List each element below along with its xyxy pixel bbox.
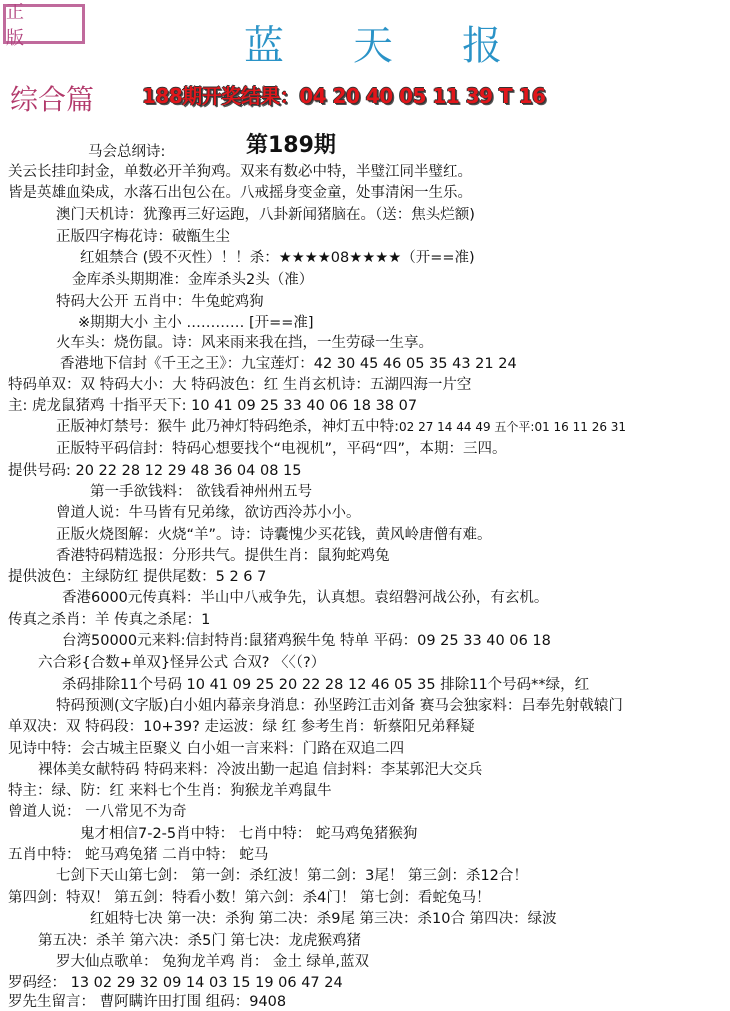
content-line: [56, 504, 361, 522]
content-line: [62, 589, 548, 607]
content-line: [80, 249, 475, 267]
content-line-text: 见诗中特：会古城主臣聚义 白小姐一言来料：门路在双追二四: [8, 741, 405, 757]
content-line-text: 第五决：杀羊 第六决：杀5门 第七决：龙虎猴鸡猪: [38, 933, 361, 949]
content-line: [38, 932, 361, 950]
masthead-title: [244, 14, 504, 70]
content-line: [78, 314, 314, 332]
masthead-char-3: 报: [462, 23, 504, 69]
content-line: [56, 867, 528, 885]
content-line: [60, 355, 517, 373]
content-line-text: 金库杀头期期准：金库杀头2头（准）: [72, 272, 314, 288]
content-line-text: 火车头：烧伤鼠。诗：风来雨来我在挡，一生劳碌一生享。: [56, 335, 433, 351]
content-line-text: 杀码排除11个号码 10 41 09 25 20 22 28 12 46 05 35 排除11个号码**绿，红: [62, 677, 590, 693]
content-line: [8, 163, 472, 181]
content-line-text: 提供波色：主绿防红 提供尾数：5 2 6 7: [8, 569, 267, 585]
content-line: [90, 910, 557, 928]
content-line: [8, 718, 475, 736]
content-line-text: 特码大公开 五肖中：牛兔蛇鸡狗: [56, 294, 264, 310]
content-line-text: 罗先生留言： 曹阿瞒许田打围 组码：9408: [8, 994, 287, 1010]
content-line: [56, 440, 507, 458]
genuine-badge: 正 版: [3, 4, 85, 44]
content-line: [8, 568, 266, 586]
content-line: [8, 462, 301, 480]
content-line-text: 第一手欲钱料： 欲钱看神州州五号: [90, 484, 313, 500]
content-line: [8, 846, 268, 864]
content-line-text: 曾道人说： 一八常见不为奇: [8, 804, 187, 820]
content-line-text: 正版特平码信封：特码心想要找个“电视机”，平码“四”，本期：三四。: [56, 441, 507, 457]
content-line: [8, 397, 417, 415]
content-line: [56, 953, 369, 971]
section-title: 综合篇: [10, 83, 95, 116]
content-line-text: 关云长挂印封金，单数必开羊狗鸡。双来有数必中特，半璧江同半璧红。: [8, 164, 472, 180]
content-line-text: 正版四字梅花诗：破甑生尘: [56, 229, 230, 245]
content-line: [38, 761, 482, 779]
content-line: [56, 206, 475, 224]
content-line: [8, 376, 471, 394]
content-line: [8, 184, 472, 202]
content-line-text: 特主：绿、防：红 来料七个生肖：狗猴龙羊鸡鼠牛: [8, 783, 332, 799]
issue-number: 第189期: [246, 133, 336, 158]
content-line: [56, 228, 230, 246]
content-line-text: ※期期大小 主小 ………… [开==准]: [78, 315, 314, 331]
content-line: [56, 334, 433, 352]
masthead-char-2: 天: [353, 23, 395, 69]
content-line: [8, 611, 210, 629]
content-line-text: 曾道人说：牛马皆有兄弟缘，欲访西泠苏小小。: [56, 505, 361, 521]
content-line: [8, 993, 286, 1011]
content-line: [56, 697, 623, 715]
content-line-text: 台湾50000元来料:信封特肖:鼠猪鸡猴牛兔 特单 平码：09 25 33 40 06 18: [62, 633, 551, 649]
content-line-text: 香港6000元传真料：半山中八戒争先，认真想。袁绍磐河战公孙，有玄机。: [62, 590, 549, 606]
content-line-text: 裸体美女献特码 特码来料：冷波出勤一起追 信封料：李某郭汜大交兵: [38, 762, 483, 778]
content-line: [8, 782, 332, 800]
content-line-text: 第四剑：特双！ 第五剑：特看小数！第六剑：杀4门！ 第七剑：看蛇兔马！: [8, 890, 491, 906]
content-line-text: 澳门天机诗：犹豫再三好运跑，八卦新闻猪脑在。（送：焦头烂额): [56, 207, 475, 223]
content-line: [90, 483, 312, 501]
content-line: [8, 740, 404, 758]
masthead-char-1: 蓝: [244, 23, 286, 69]
content-line-text: 六合彩{合数+单双}怪异公式 合双? 〈〈（?）: [38, 655, 326, 671]
content-line-text: 正版火烧图解：火烧“羊”。诗：诗囊愧少买花钱，黄风岭唐僧有难。: [56, 527, 492, 543]
content-line: [62, 632, 551, 650]
content-line-text: 特码单双：双 特码大小：大 特码波色：红 生肖玄机诗：五湖四海一片空: [8, 377, 472, 393]
content-line-text: 鬼才相信7-2-5肖中特： 七肖中特： 蛇马鸡兔猪猴狗: [80, 826, 418, 842]
content-line: [56, 526, 492, 544]
content-line-text: 单双决：双 特码段：10+39? 走运波：绿 红 参考生肖：斩蔡阳兄弟释疑: [8, 719, 475, 735]
content-line-text: 主: 虎龙鼠猪鸡 十指平天下: 10 41 09 25 33 40 06 18 38 07: [8, 398, 418, 414]
content-line-text: 五肖中特： 蛇马鸡兔猪 二肖中特： 蛇马: [8, 847, 269, 863]
content-line-text: 红姐特七决 第一决：杀狗 第二决：杀9尾 第三决：杀10合 第四决：绿波: [90, 911, 557, 927]
content-line: [8, 974, 343, 992]
content-line: [8, 803, 187, 821]
content-line-text: 罗码经： 13 02 29 32 09 14 03 15 19 06 47 24: [8, 975, 343, 991]
content-line-text: 皆是英雄血染成，水落石出包公在。八戒摇身变金童，处事清闲一生乐。: [8, 185, 472, 201]
content-line: [88, 143, 165, 161]
content-line: [72, 271, 313, 289]
content-line-text: 香港特码精选报：分形共气。提供生肖：鼠狗蛇鸡兔: [56, 548, 390, 564]
content-line-text: 正版神灯禁号：猴牛 此乃神灯特码绝杀，神灯五中特:: [56, 419, 399, 435]
content-line: [8, 889, 490, 907]
draw-result: 188期开奖结果：04 20 40 05 11 39 T 16: [142, 84, 546, 108]
content-line-extra: 02 27 14 44 49 五个平:01 16 11 26 31: [399, 420, 627, 434]
content-line: [62, 676, 589, 694]
content-line: [56, 418, 626, 436]
content-line-text: 红姐禁合 (毁不灭性）！！杀：★★★★08★★★★（开==准): [80, 250, 475, 266]
content-line-text: 提供号码: 20 22 28 12 29 48 36 04 08 15: [8, 463, 302, 479]
content-line: [80, 825, 417, 843]
content-line-text: 传真之杀肖：羊 传真之杀尾：1: [8, 612, 211, 628]
content-line-text: 香港地下信封《千王之王》：九宝莲灯：42 30 45 46 05 35 43 21 24: [60, 356, 517, 372]
content-line-text: 罗大仙点歌单： 兔狗龙羊鸡 肖： 金土 绿单,蓝双: [56, 954, 370, 970]
content-line-text: 特码预测(文字版)白小姐内幕亲身消息：孙坚跨江击刘备 赛马会独家料：吕奉先射戟辕门: [56, 698, 623, 714]
content-line-text: 七剑下天山第七剑： 第一剑：杀红波！第二剑：3尾！ 第三剑：杀12合！: [56, 868, 528, 884]
content-line: [38, 654, 325, 672]
content-line: [56, 547, 390, 565]
content-line: [56, 293, 264, 311]
content-line-text: 马会总纲诗:: [88, 144, 166, 160]
